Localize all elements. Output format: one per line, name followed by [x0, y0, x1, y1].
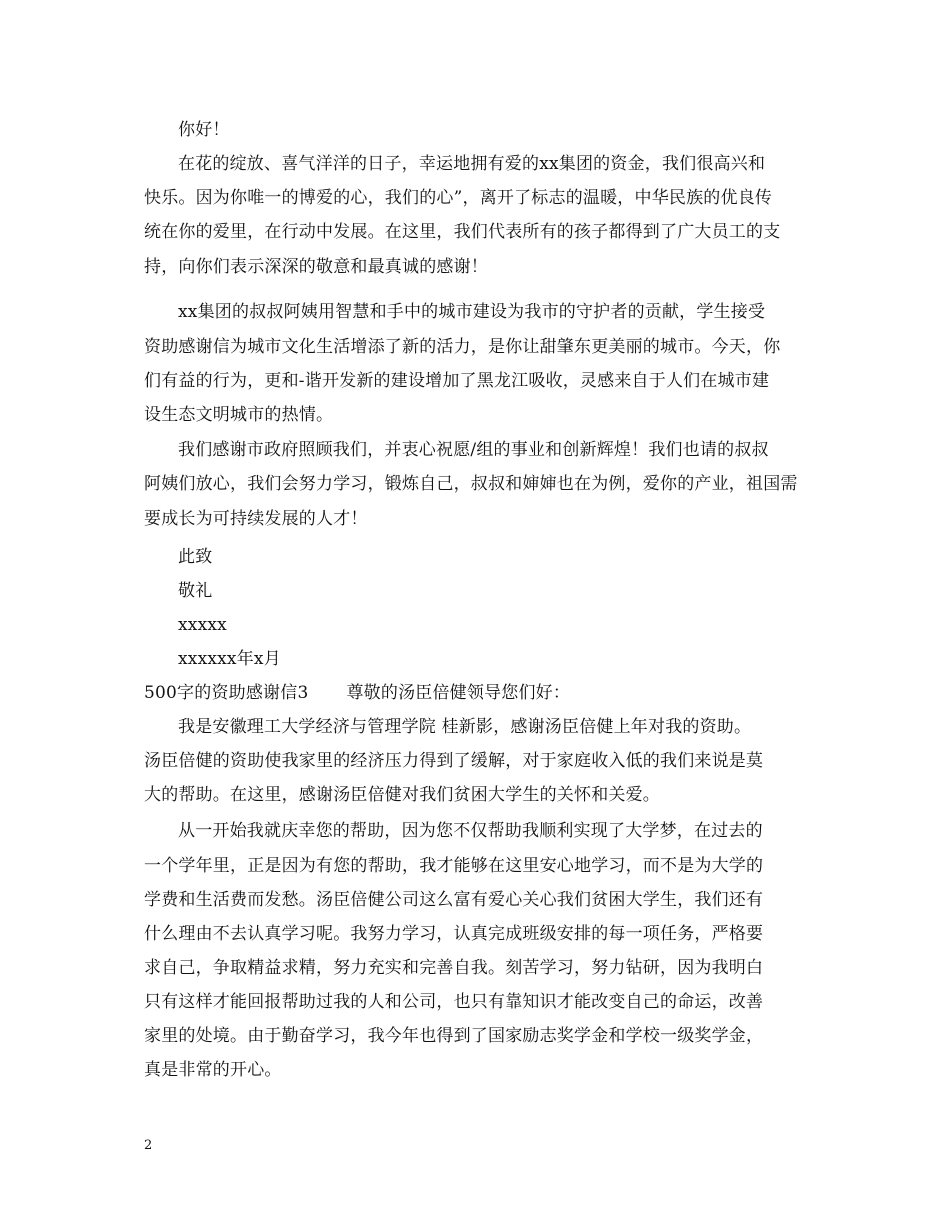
text-line: 家里的处境。由于勤奋学习，我今年也得到了国家励志奖学金和学校一级奖学金，: [144, 1026, 764, 1046]
text-line: 什么理由不去认真学习呢。我努力学习，认真完成班级安排的每一项任务，严格要: [144, 924, 764, 944]
text-line: 我们感谢市政府照顾我们，并衷心祝愿/组的事业和创新辉煌！我们也请的叔叔: [178, 440, 769, 460]
text-line: 要成长为可持续发展的人才！: [144, 509, 368, 529]
closing-2: 敬礼: [178, 581, 213, 601]
text-line: 从一开始我就庆幸您的帮助，因为您不仅帮助我顺利实现了大学梦，在过去的: [178, 821, 763, 841]
letter2-heading: [144, 682, 570, 704]
text-line: 们有益的行为，更和-谐开发新的建设增加了黑龙江吸收，灵感来自于人们在城市建: [144, 371, 770, 391]
text-line: 统在你的爱里，在行动中发展。在这里，我们代表所有的孩子都得到了广大员工的支: [144, 222, 781, 242]
text-line: 持，向你们表示深深的敬意和最真诚的感谢！: [144, 257, 488, 277]
date: xxxxxx年x月: [178, 649, 281, 669]
signature: xxxxx: [178, 615, 227, 635]
text-line: 设生态文明城市的热情。: [144, 405, 334, 425]
page-number: 2: [144, 1138, 153, 1153]
text-line: 大的帮助。在这里，感谢汤臣倍健对我们贫困大学生的关怀和关爱。: [144, 785, 660, 805]
text-line: 只有这样才能回报帮助过我的人和公司，也只有靠知识才能改变自己的命运，改善: [144, 992, 764, 1012]
letter2-title: 500字的资助感谢信3: [144, 683, 309, 703]
text-line: 快乐。因为你唯一的博爱的心，我们的心”，离开了标志的温暖，中华民族的优良传: [144, 188, 773, 208]
text-line: 一个学年里，正是因为有您的帮助，我才能够在这里安心地学习，而不是为大学的: [144, 856, 764, 876]
letter2-greeting: 尊敬的汤臣倍健领导您们好：: [346, 683, 571, 703]
letter1-greeting: 你好！: [178, 120, 230, 140]
text-line: 求自己，争取精益求精，努力充实和完善自我。刻苦学习，努力钻研，因为我明白: [144, 958, 764, 978]
text-line: 真是非常的开心。: [144, 1060, 282, 1080]
text-line: 资助感谢信为城市文化生活增添了新的活力，是你让甜肇东更美丽的城市。今天，你: [144, 337, 781, 357]
text-line: xx集团的叔叔阿姨用智慧和手中的城市建设为我市的守护者的贡献，学生接受: [178, 302, 766, 322]
text-line: 阿姨们放心，我们会努力学习，锻炼自己，叔叔和婶婶也在为例，爱你的产业，祖国需: [144, 474, 798, 494]
text-line: 我是安徽理工大学经济与管理学院 桂新影，感谢汤臣倍健上年对我的资助。: [178, 717, 752, 737]
text-line: 汤臣倍健的资助使我家里的经济压力得到了缓解，对于家庭收入低的我们来说是莫: [144, 751, 764, 771]
text-line: 学费和生活费而发愁。汤臣倍健公司这么富有爱心关心我们贫困大学生，我们还有: [144, 890, 764, 910]
text-line: 在花的绽放、喜气洋洋的日子，幸运地拥有爱的xx集团的资金，我们很高兴和: [178, 154, 766, 174]
closing-1: 此致: [178, 547, 213, 567]
